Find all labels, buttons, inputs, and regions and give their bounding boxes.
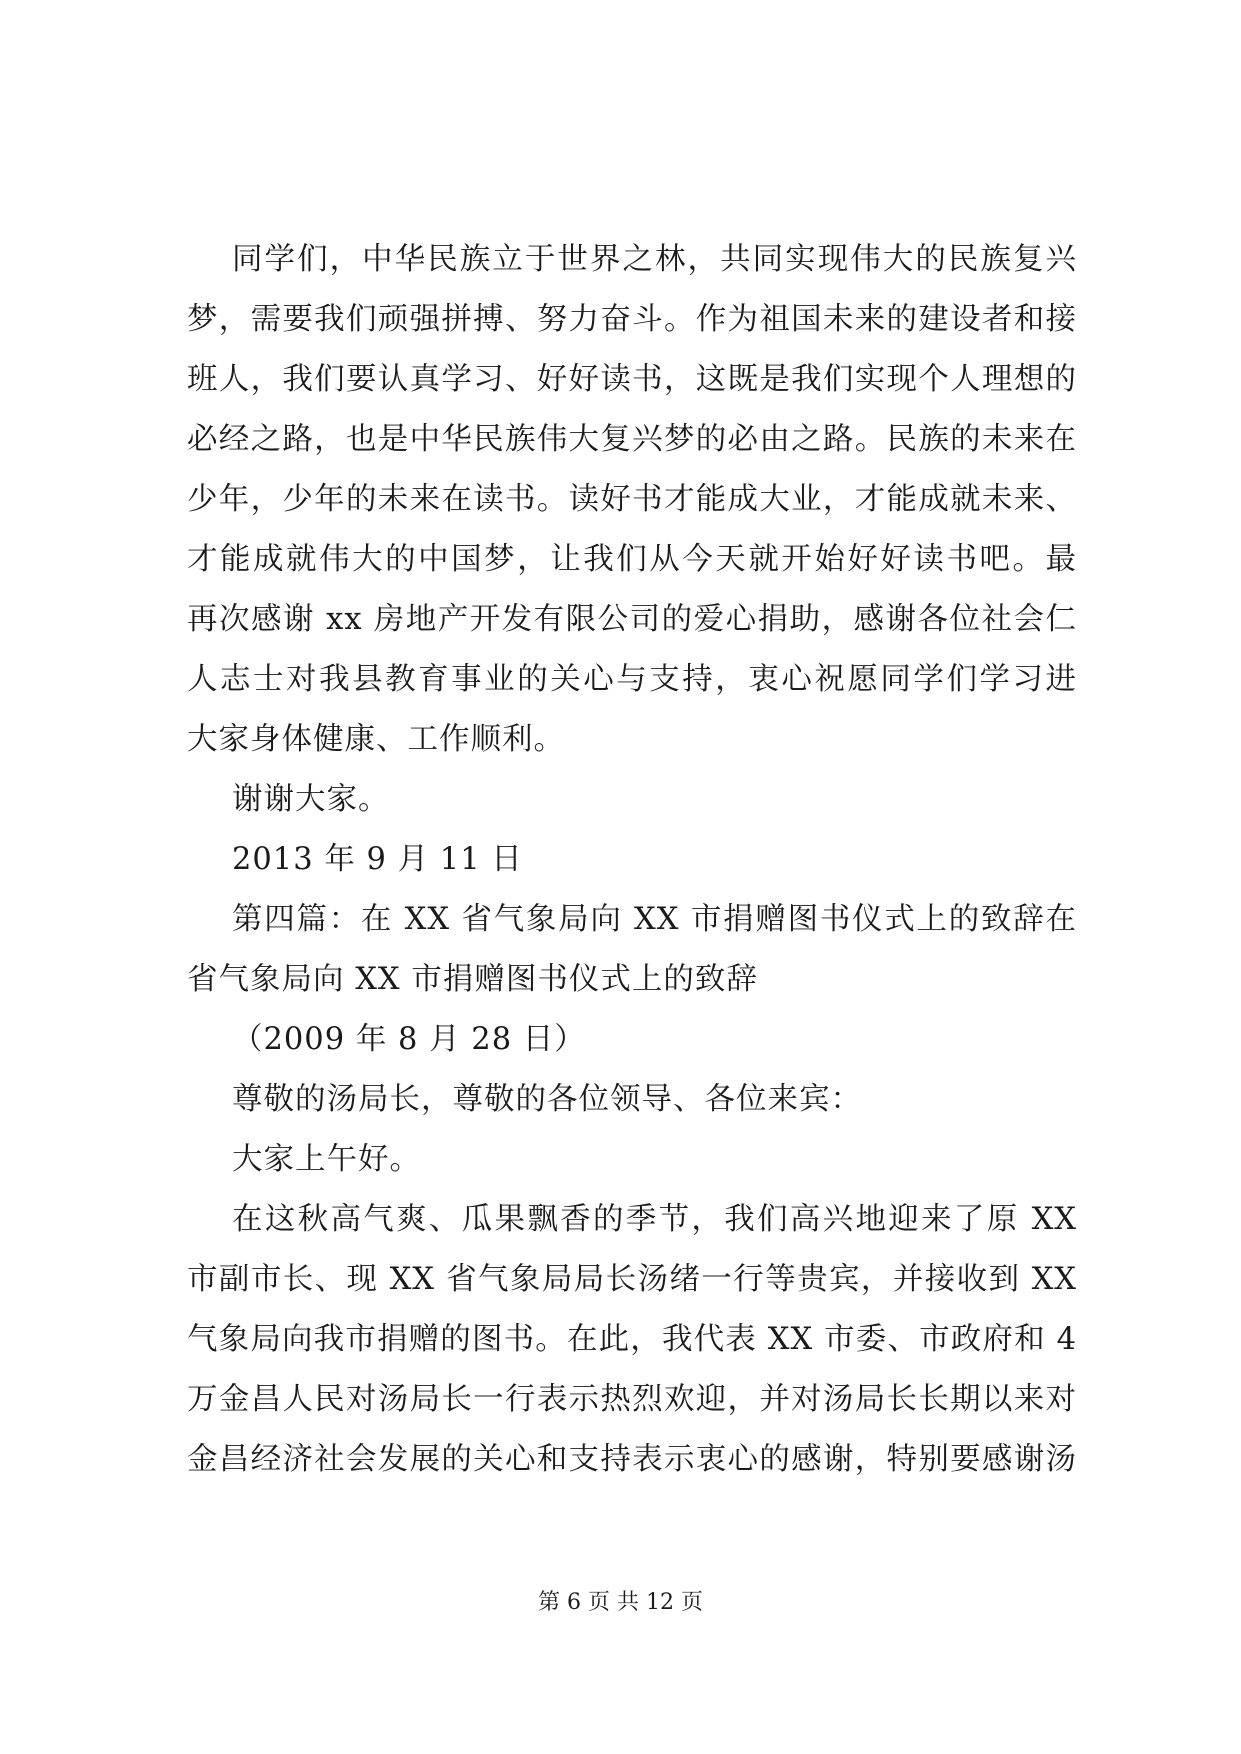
text-line: 同学们，中华民族立于世界之林，共同实现伟大的民族复兴 <box>232 242 1077 277</box>
page-footer: 第 6 页 共 12 页 <box>538 1590 703 1615</box>
text-line: 气象局向我市捐赠的图书。在此，我代表 XX 市委、市政府和 4 <box>187 1322 1077 1357</box>
text-line: 人志士对我县教育事业的关心与支持，衷心祝愿同学们学习进 <box>187 662 1077 697</box>
text-line: 少年，少年的未来在读书。读好书才能成大业，才能成就未来、 <box>187 482 1077 517</box>
text-line: 金昌经济社会发展的关心和支持表示衷心的感谢，特别要感谢汤 <box>187 1442 1077 1477</box>
text-line: 省气象局向 XX 市捐赠图书仪式上的致辞 <box>187 962 758 997</box>
text-line: 在这秋高气爽、瓜果飘香的季节，我们高兴地迎来了原 XX <box>232 1202 1077 1237</box>
text-line: 大家上午好。 <box>232 1142 421 1177</box>
text-line: 市副市长、现 XX 省气象局局长汤绪一行等贵宾，并接收到 XX <box>187 1262 1077 1297</box>
text-line: 班人，我们要认真学习、好好读书，这既是我们实现个人理想的 <box>187 362 1077 397</box>
text-line: 再次感谢 xx 房地产开发有限公司的爱心捐助，感谢各位社会仁 <box>187 602 1077 637</box>
document-body <box>187 230 1077 1490</box>
text-line: 才能成就伟大的中国梦，让我们从今天就开始好好读书吧。最 <box>187 542 1077 577</box>
text-line: 万金昌人民对汤局长一行表示热烈欢迎，并对汤局长长期以来对 <box>187 1382 1077 1417</box>
text-line: 必经之路，也是中华民族伟大复兴梦的必由之路。民族的未来在 <box>187 422 1077 457</box>
text-line: 梦，需要我们顽强拼搏、努力奋斗。作为祖国未来的建设者和接 <box>187 302 1077 337</box>
text-line: 谢谢大家。 <box>232 782 390 817</box>
text-line: 2013 年 9 月 11 日 <box>232 842 523 877</box>
text-line: （2009 年 8 月 28 日） <box>232 1022 586 1057</box>
text-line: 第四篇：在 XX 省气象局向 XX 市捐赠图书仪式上的致辞在 <box>232 902 1077 937</box>
text-line: 大家身体健康、工作顺利。 <box>187 722 565 757</box>
text-line: 尊敬的汤局长，尊敬的各位领导、各位来宾： <box>232 1082 862 1117</box>
